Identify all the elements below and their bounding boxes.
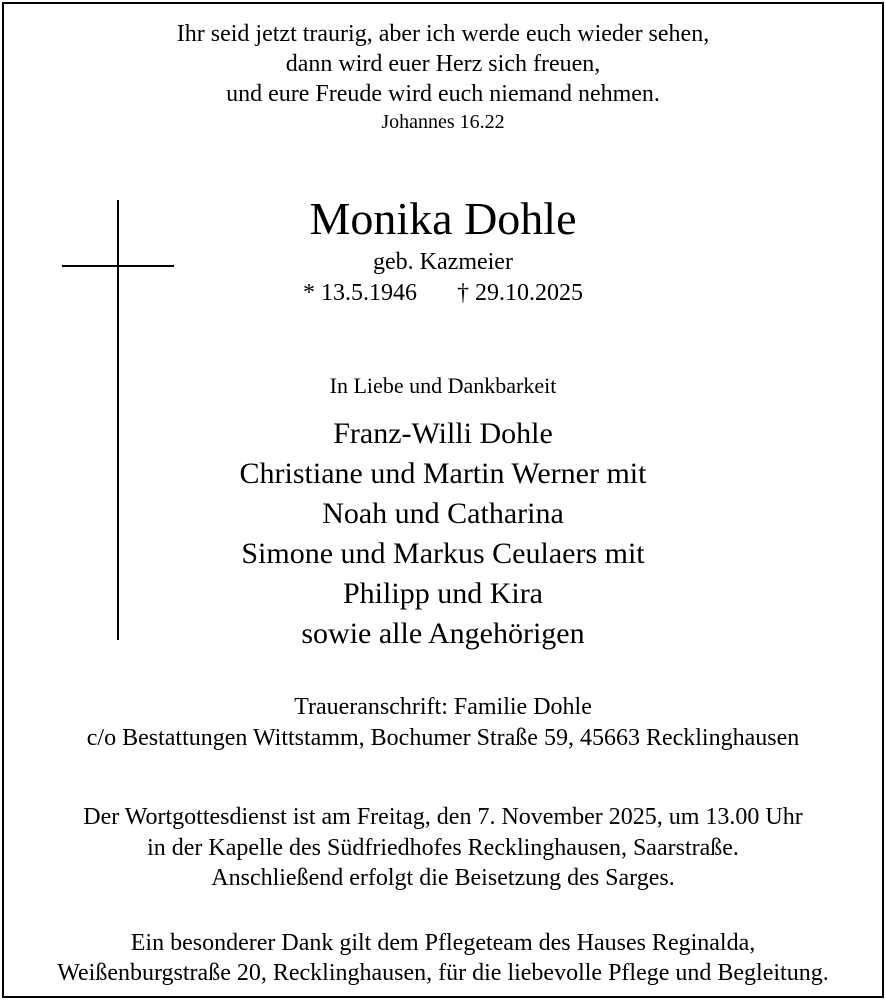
verse-source: Johannes 16.22: [381, 111, 505, 133]
mourner-line: Christiane und Martin Werner mit: [239, 457, 647, 490]
life-dates: [0, 281, 886, 305]
mourner-line: Franz-Willi Dohle: [333, 417, 553, 450]
mourner-line: Simone und Markus Ceulaers mit: [241, 537, 645, 570]
thanks-line-2: Weißenburgstraße 20, Recklinghausen, für die liebevolle Pflege und Begleitung.: [57, 960, 829, 986]
address-line-2: c/o Bestattungen Wittstamm, Bochumer Straße 59, 45663 Recklinghausen: [86, 725, 800, 751]
service-line-2: in der Kapelle des Südfriedhofes Recklinghausen, Saarstraße.: [147, 835, 739, 861]
service-line-1: Der Wortgottesdienst ist am Freitag, den 7. November 2025, um 13.00 Uhr: [83, 804, 803, 830]
birth-date: * 13.5.1946: [303, 280, 417, 306]
mourner-line: Noah und Catharina: [322, 497, 564, 530]
verse-line-1: Ihr seid jetzt traurig, aber ich werde euch wieder sehen,: [176, 21, 710, 47]
deceased-name: Monika Dohle: [309, 193, 577, 244]
mourners-intro: In Liebe und Dankbarkeit: [329, 373, 557, 398]
mourner-line: Philipp und Kira: [343, 577, 543, 610]
address-line-1: Traueranschrift: Familie Dohle: [294, 694, 592, 720]
service-line-3: Anschließend erfolgt die Beisetzung des Sarges.: [211, 865, 675, 891]
thanks-line-1: Ein besonderer Dank gilt dem Pflegeteam des Hauses Reginalda,: [130, 930, 756, 956]
mourner-line: sowie alle Angehörigen: [301, 617, 585, 650]
verse-line-2: dann wird euer Herz sich freuen,: [285, 51, 601, 77]
verse-line-3: und eure Freude wird euch niemand nehmen.: [226, 81, 660, 107]
maiden-name: geb. Kazmeier: [373, 249, 513, 275]
death-date: † 29.10.2025: [457, 280, 583, 306]
